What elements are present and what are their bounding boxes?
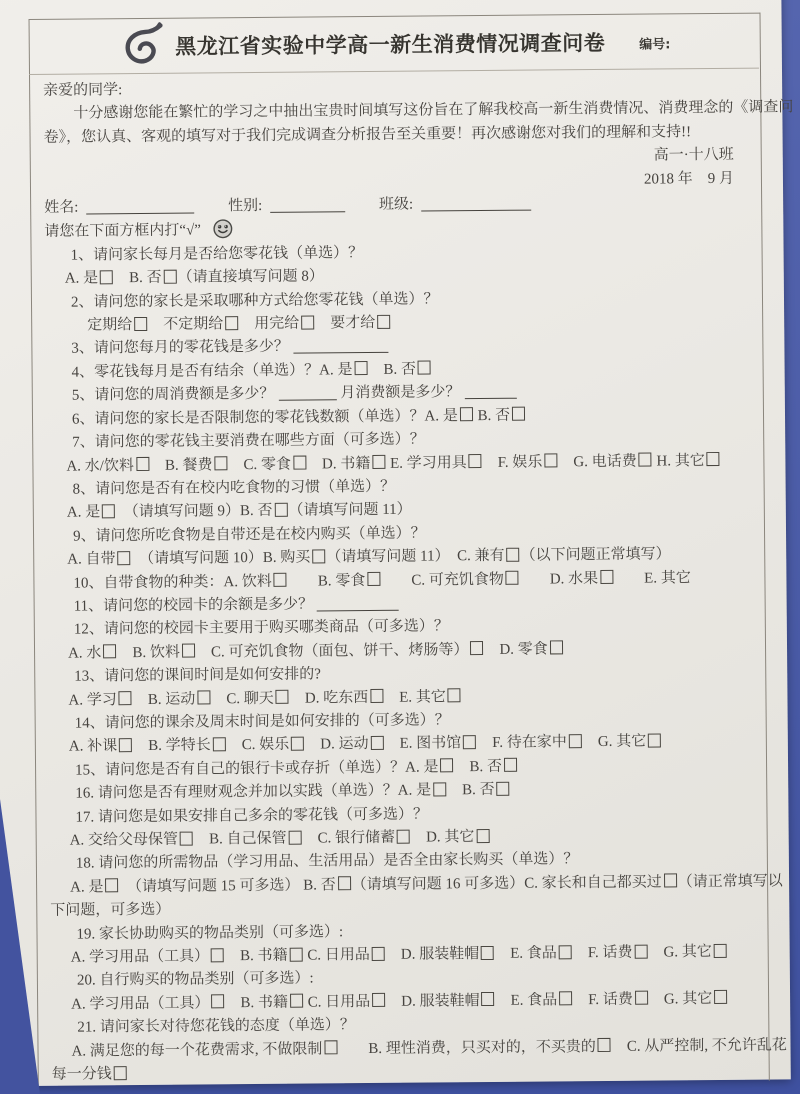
date-line: 2018 年 9 月 xyxy=(643,170,735,188)
checkbox[interactable] xyxy=(707,452,720,466)
question-text: 每一分钱 xyxy=(51,1066,112,1083)
checkbox[interactable] xyxy=(550,641,563,655)
checkbox[interactable] xyxy=(433,782,446,796)
question-text: （请填写问题 11） C. 兼有 xyxy=(326,547,505,566)
question-text: 6、请问您的家长是否限制您的零花钱数额（单选）？A. 是 xyxy=(71,407,458,428)
question-text: 16. 请问您是否有理财观念并加以实践（单选）？A. 是 xyxy=(75,782,432,802)
blank-field[interactable] xyxy=(86,200,194,215)
checkbox[interactable] xyxy=(469,454,482,468)
checkbox[interactable] xyxy=(714,943,727,957)
question-text: 8、请问您是否有在校内吃食物的习惯（单选）？ xyxy=(72,478,396,498)
question-text: B. 否 xyxy=(447,782,495,799)
checkbox[interactable] xyxy=(225,316,238,330)
blank-field[interactable] xyxy=(270,198,345,213)
question-text: E. 其它 xyxy=(384,688,446,706)
checkbox[interactable] xyxy=(301,315,314,329)
question-text: D. 书籍 xyxy=(306,455,371,473)
question-text: A. 是 xyxy=(66,504,101,521)
question-text: C. 从严控制, 不允许乱花 xyxy=(611,1037,787,1055)
question-text: C. 聊天 xyxy=(211,690,274,707)
info-field-label: 班级: xyxy=(348,196,417,214)
checkbox[interactable] xyxy=(103,644,116,658)
checkbox[interactable] xyxy=(134,317,147,331)
question-text: A. 学习 xyxy=(68,691,117,709)
question-text: F. 话费 xyxy=(573,991,633,1009)
question-text: 9、请问您所吃食物是自带还是在校内购买（单选）？ xyxy=(72,525,426,545)
question-text: E. 食品 xyxy=(495,945,557,962)
question-text: 21. 请问家长对待您花钱的态度（单选）？ xyxy=(77,1017,355,1036)
blank-field[interactable] xyxy=(317,597,399,612)
checkbox[interactable] xyxy=(569,734,582,748)
question-text: 10、自带食物的种类：A. 饮料 xyxy=(73,573,272,592)
question-text: B. 书籍 xyxy=(225,994,289,1012)
salutation: 亲爱的同学: xyxy=(43,82,123,99)
serial-number-label: 编号: xyxy=(639,37,671,53)
checkbox[interactable] xyxy=(119,738,132,752)
checkbox[interactable] xyxy=(367,572,380,586)
question-text: D. 吃东西 xyxy=(289,689,369,707)
checkbox[interactable] xyxy=(338,877,351,891)
question-text: A. 自带 xyxy=(67,551,116,568)
question-text: A. 水/饮料 xyxy=(66,457,135,475)
checkbox[interactable] xyxy=(114,1066,127,1080)
checkbox[interactable] xyxy=(164,269,177,283)
class-signature: 高一·十八班 xyxy=(653,147,734,164)
checkbox[interactable] xyxy=(481,945,494,959)
checkbox[interactable] xyxy=(635,991,648,1005)
checkbox[interactable] xyxy=(182,644,195,658)
question-text: C. 日用品 xyxy=(303,993,371,1011)
checkbox[interactable] xyxy=(648,733,661,747)
blank-field[interactable] xyxy=(464,385,516,399)
checkbox[interactable] xyxy=(504,758,517,772)
question-text: 用完给 xyxy=(239,315,300,333)
question-text: （请填写问题 11） xyxy=(288,501,412,520)
question-text: B. 自己保管 xyxy=(193,830,287,848)
question-text: B. 餐费 xyxy=(149,456,213,474)
question-text: 5、请问您的周消费额是多少？ xyxy=(71,386,275,404)
question-text: B. 否 xyxy=(473,407,511,424)
questionnaire-header xyxy=(29,13,759,75)
checkbox[interactable] xyxy=(506,547,519,561)
checkbox[interactable] xyxy=(470,641,483,655)
checkbox[interactable] xyxy=(664,874,677,888)
checkbox[interactable] xyxy=(476,828,489,842)
question-text: A. 水 xyxy=(67,645,102,662)
question-text: C. 可充饥食物 xyxy=(381,571,504,589)
checkbox[interactable] xyxy=(512,407,525,421)
question-text: 12、请问您的校园卡主要用于购买哪类商品（可多选）？ xyxy=(73,618,449,638)
question-text: 15、请问您是否有自己的银行卡或存折（单选）？A. 是 xyxy=(75,759,439,779)
question-text: G. 其它 xyxy=(648,990,713,1008)
question-text: A. 学习用品（工具） xyxy=(70,948,210,966)
question-text: D. 服装鞋帽 xyxy=(385,946,480,963)
checkbox[interactable] xyxy=(289,947,302,961)
info-field-label: 性别: xyxy=(198,197,267,215)
checkbox[interactable] xyxy=(213,737,226,751)
checkbox[interactable] xyxy=(372,455,385,469)
checkbox[interactable] xyxy=(118,551,131,565)
question-text: B. 运动 xyxy=(132,691,196,708)
question-text: G. 电话费 xyxy=(558,453,637,470)
question-text: E. 食品 xyxy=(495,992,558,1009)
question-text: B. 书籍 xyxy=(224,947,288,965)
school-logo-swirl-icon xyxy=(117,19,171,67)
question-text: C. 银行储蓄 xyxy=(302,829,396,847)
question-text: H. 其它 xyxy=(652,452,705,470)
checkbox[interactable] xyxy=(482,992,495,1006)
blank-field[interactable] xyxy=(421,197,531,212)
question-text: 11、请问您的校园卡的余额是多少？ xyxy=(73,596,314,615)
question-text: 18. 请问您的所需物品（学习用品、生活用品）是否全由家长购买（单选）？ xyxy=(75,851,579,872)
checkbox[interactable] xyxy=(371,736,384,750)
question-text: B. 饮料 xyxy=(117,644,180,661)
question-text: A. 满足您的每一个花费需求, 不做限制 xyxy=(71,1041,323,1060)
question-text: A. 学习用品（工具） xyxy=(71,995,210,1013)
question-text: 3、请问您每月的零花钱是多少？ xyxy=(71,339,289,358)
question-text: （请直接填写问题 8） xyxy=(177,268,324,286)
question-text: 4、零花钱每月是否有结余（单选）？A. 是 xyxy=(71,362,353,381)
checkbox[interactable] xyxy=(291,736,304,750)
checkbox[interactable] xyxy=(598,1038,611,1052)
checkbox[interactable] xyxy=(119,691,132,705)
question-text: （请填写问题 15 可多选） B. 否 xyxy=(119,877,336,896)
question-text: 定期给 xyxy=(87,317,133,334)
question-text: A. 是 xyxy=(70,879,104,896)
checkbox[interactable] xyxy=(372,946,385,960)
question-text: B. 学特长 xyxy=(133,737,211,755)
checkbox[interactable] xyxy=(377,314,390,328)
question-text: F. 话费 xyxy=(572,944,633,962)
checkbox[interactable] xyxy=(506,571,519,585)
checkbox[interactable] xyxy=(180,831,193,845)
question-text: 2、请问您的家长是采取哪种方式给您零花钱（单选）？ xyxy=(70,291,439,311)
checkbox[interactable] xyxy=(559,992,572,1006)
question-text: B. 否 xyxy=(454,758,502,776)
question-text: B. 否 xyxy=(114,270,162,287)
checkbox[interactable] xyxy=(354,361,367,375)
checkbox[interactable] xyxy=(290,994,303,1008)
checkbox[interactable] xyxy=(274,573,287,587)
checkbox[interactable] xyxy=(136,457,149,471)
question-text: B. 零食 xyxy=(287,572,366,590)
checkbox[interactable] xyxy=(276,690,289,704)
checkbox[interactable] xyxy=(214,456,227,470)
question-text: （以下问题正常填写） xyxy=(520,546,671,564)
question-text: E. 学习用具 xyxy=(386,454,467,472)
question-text: （请正常填写以 xyxy=(677,873,783,891)
question-text: 20. 自行购买的物品类别（可多选）: xyxy=(76,970,314,990)
question-text: D. 水果 xyxy=(519,570,599,588)
checkbox[interactable] xyxy=(497,781,510,795)
question-text: （请填写问题 10）B. 购买 xyxy=(131,549,311,568)
intro-paragraph-line1: 十分感谢您能在繁忙的学习之中抽出宝贵时间填写这份旨在了解我校高一新生消费情况、消费理念的《调查问 xyxy=(73,99,794,122)
checkbox[interactable] xyxy=(105,879,118,893)
checkbox[interactable] xyxy=(634,944,647,958)
question-text: 月消费额是多少？ xyxy=(340,384,461,402)
blank-field[interactable] xyxy=(278,387,336,402)
checkbox[interactable] xyxy=(324,1040,337,1054)
checkbox[interactable] xyxy=(440,759,453,773)
checkbox[interactable] xyxy=(448,688,461,702)
question-text: D. 其它 xyxy=(410,829,475,846)
question-text: C. 可充饥食物（面包、饼干、烤肠等） xyxy=(195,641,469,661)
checkbox[interactable] xyxy=(211,995,224,1009)
checkbox[interactable] xyxy=(714,990,727,1004)
question-text: 要才给 xyxy=(315,315,376,332)
info-field-label: 姓名: xyxy=(44,199,83,216)
question-text: 13、请问您的课间时间是如何安排的? xyxy=(74,666,321,685)
question-text: 7、请问您的零花钱主要消费在哪些方面（可多选）？ xyxy=(72,431,425,451)
question-text: C. 零食 xyxy=(228,456,292,473)
checkbox[interactable] xyxy=(312,549,325,563)
question-text: D. 运动 xyxy=(305,736,369,753)
questions-list xyxy=(30,238,787,1087)
question-text: E. 图书馆 xyxy=(384,735,462,753)
question-text: （请填写问题 16 可多选）C. 家长和自己都买过 xyxy=(351,874,662,893)
checkbox[interactable] xyxy=(293,456,306,470)
blank-field[interactable] xyxy=(293,339,388,354)
checkbox[interactable] xyxy=(544,453,557,467)
checkbox[interactable] xyxy=(288,830,301,844)
question-text: D. 服装鞋帽 xyxy=(386,992,480,1010)
question-text: 17. 请问您是如果安排自己多余的零花钱（可多选）？ xyxy=(75,806,429,826)
checkbox[interactable] xyxy=(559,945,572,959)
checkbox[interactable] xyxy=(370,689,383,703)
checkbox[interactable] xyxy=(639,453,652,467)
question-text: A. 交给父母保管 xyxy=(69,831,179,849)
question-text: F. 待在家中 xyxy=(477,734,567,752)
question-text: A. 是 xyxy=(64,270,99,287)
checkbox[interactable] xyxy=(600,570,613,584)
question-text: （请填写问题 9）B. 否 xyxy=(116,503,273,521)
question-text: G. 其它 xyxy=(648,944,712,961)
smiley-face-icon xyxy=(213,219,234,240)
question-text: 不定期给 xyxy=(148,316,224,333)
question-text: 下问题，可多选） xyxy=(50,901,171,920)
checkbox[interactable] xyxy=(397,829,410,843)
checkbox[interactable] xyxy=(463,735,476,749)
checkbox[interactable] xyxy=(102,504,115,518)
question-text: 19. 家长协助购买的物品类别（可多选）: xyxy=(76,923,344,943)
intro-paragraph-line2: 卷》，您认真、客观的填写对于我们完成调查分析报告至关重要！再次感谢您对我们的理解和支持!! xyxy=(43,124,692,146)
question-text: F. 娱乐 xyxy=(482,454,543,471)
question-text: B. 否 xyxy=(368,361,417,378)
checkbox[interactable] xyxy=(460,407,473,421)
question-text: C. 日用品 xyxy=(303,947,370,964)
checkbox[interactable] xyxy=(418,361,431,375)
checkbox[interactable] xyxy=(372,993,385,1007)
question-text: 14、请问您的课余及周末时间是如何安排的（可多选）？ xyxy=(74,712,450,732)
question-text: C. 娱乐 xyxy=(226,737,290,754)
question-text: B. 理性消费，只买对的，不买贵的 xyxy=(338,1038,596,1057)
question-text: G. 其它 xyxy=(582,733,647,751)
checkbox[interactable] xyxy=(197,690,210,704)
question-text: 1、请问家长每月是否给您零花钱（单选）？ xyxy=(70,244,364,264)
checkbox[interactable] xyxy=(100,270,113,284)
questionnaire-title: 黑龙江省实验中学高一新生消费情况调查问卷 xyxy=(175,30,606,59)
question-text: E. 其它 xyxy=(614,569,691,587)
checkbox[interactable] xyxy=(211,948,224,962)
checkbox[interactable] xyxy=(274,503,287,517)
question-text: A. 补课 xyxy=(68,738,118,756)
question-text: D. 零食 xyxy=(484,641,548,658)
instruction-text: 请您在下面方框内打“√” xyxy=(44,222,202,241)
